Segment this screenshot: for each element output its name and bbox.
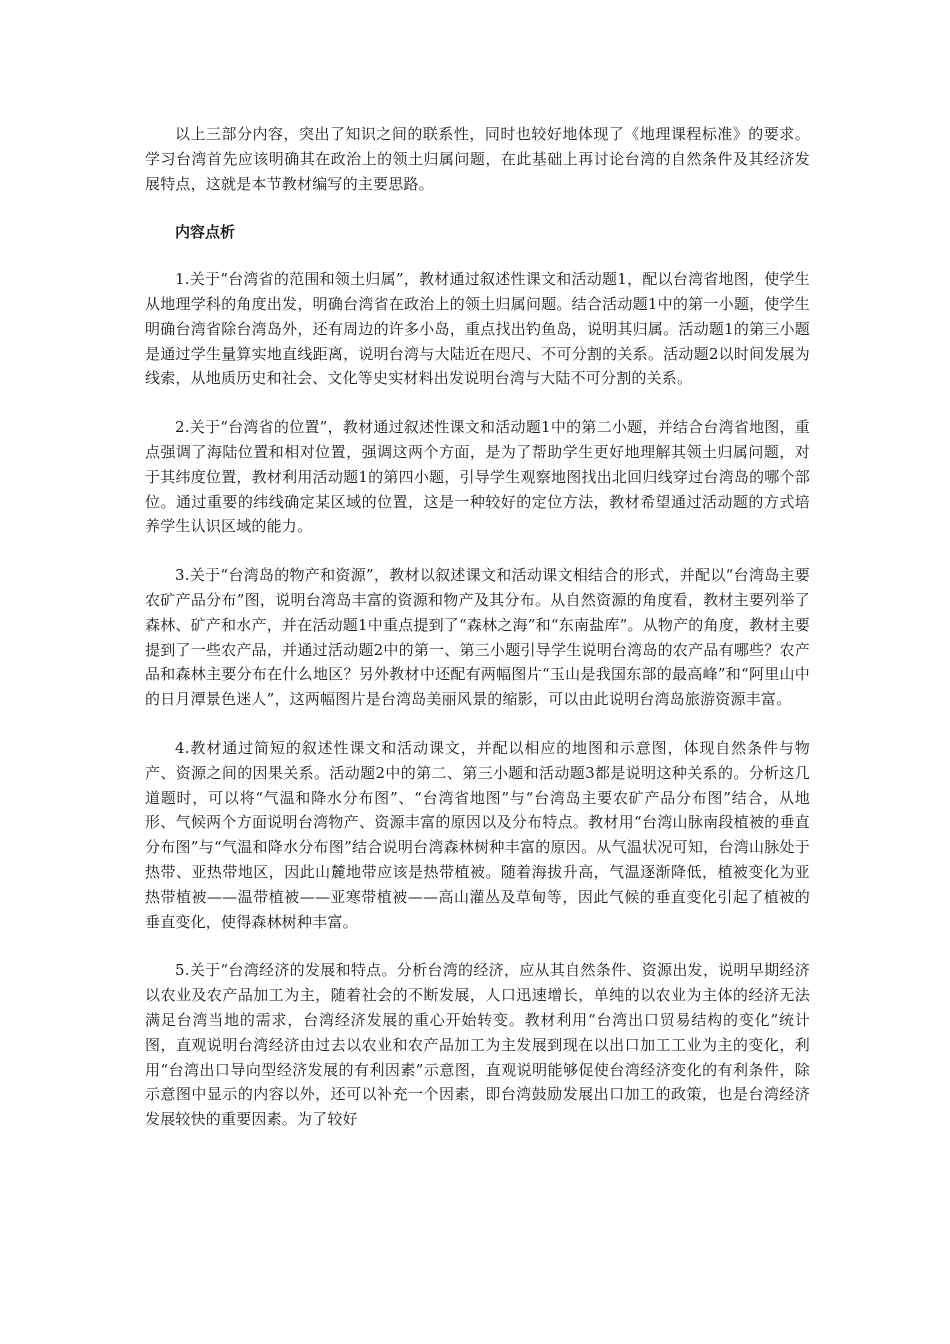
intro-paragraph: 以上三部分内容，突出了知识之间的联系性，同时也较好地体现了《地理课程标准》的要求。学习台湾首先应该明确其在政治上的领土归属问题，在此基础上再讨论台湾的自然条件及其经济发展特点，这就是本节教材编写的主要思路。: [145, 125, 810, 193]
content-item-3: 3.关于“台湾岛的物产和资源”，教材以叙述课文和活动课文相结合的形式，并配以“台湾岛主要农矿产品分布”图，说明台湾岛丰富的资源和物产及其分布。从自然资源的角度看，教材主要列举了森林、矿产和水产，并在活动题1中重点提到了“森林之海”和“东南盐库”。从物产的角度，教材主要提到了一些农产品，并通过活动题2中的第一、第三小题引导学生说明台湾岛的农产品有哪些？农产品和森林主要分布在什么地区？另外教材中还配有两幅图片“玉山是我国东部的最高峰”和“阿里山中的日月潭景色迷人”，这两幅图片是台湾岛美丽风景的缩影，可以由此说明台湾岛旅游资源丰富。: [145, 566, 810, 709]
content-item-4: 4.教材通过简短的叙述性课文和活动课文，并配以相应的地图和示意图，体现自然条件与物产、资源之间的因果关系。活动题2中的第二、第三小题和活动题3都是说明这种关系的。分析这几道题时，可以将“气温和降水分布图”、“台湾省地图”与“台湾岛主要农矿产品分布图”结合，从地形、气候两个方面说明台湾物产、资源丰富的原因以及分布特点。教材用“台湾山脉南段植被的垂直分布图”与“气温和降水分布图”结合说明台湾森林树种丰富的原因。从气温状况可知，台湾山脉处于热带、亚热带地区，因此山麓地带应该是热带植被。随着海拔升高，气温逐渐降低，植被变化为亚热带植被——温带植被——亚寒带植被——高山灌丛及草甸等，因此气候的垂直变化引起了植被的垂直变化，使得森林树种丰富。: [145, 738, 810, 931]
content-item-1: 1.关于“台湾省的范围和领土归属”，教材通过叙述性课文和活动题1，配以台湾省地图，使学生从地理学科的角度出发，明确台湾省在政治上的领土归属问题。结合活动题1中的第一小题，使学生明确台湾省除台湾岛外，还有周边的许多小岛，重点找出钓鱼岛，说明其归属。活动题1的第三小题是通过学生量算实地直线距离，说明台湾与大陆近在咫尺、不可分割的关系。活动题2以时间发展为线索，从地质历史和社会、文化等史实材料出发说明台湾与大陆不可分割的关系。: [145, 270, 810, 388]
content-item-5: 5.关于“台湾经济的发展和特点。分析台湾的经济，应从其自然条件、资源出发，说明早期经济以农业及农产品加工为主，随着社会的不断发展，人口迅速增长，单纯的以农业为主体的经济无法满足台湾当地的需求，台湾经济发展的重心开始转变。教材利用“台湾出口贸易结构的变化”统计图，直观说明台湾经济由过去以农业和农产品加工为主发展到现在以出口加工工业为主的变化，利用“台湾出口导向型经济发展的有利因素”示意图，直观说明能够促使台湾经济变化的有利条件，除示意图中显示的内容以外，还可以补充一个因素，即台湾鼓励发展出口加工的政策，也是台湾经济发展较快的重要因素。为了较好: [145, 961, 810, 1129]
section-heading: 内容点析: [175, 223, 236, 242]
content-item-2: 2.关于“台湾省的位置”，教材通过叙述性课文和活动题1中的第二小题，并结合台湾省地图，重点强调了海陆位置和相对位置，强调这两个方面，是为了帮助学生更好地理解其领土归属问题，对于其纬度位置，教材利用活动题1的第四小题，引导学生观察地图找出北回归线穿过台湾岛的哪个部位。通过重要的纬线确定某区域的位置，这是一种较好的定位方法，教材希望通过活动题的方式培养学生认识区域的能力。: [145, 418, 810, 536]
document-page: [145, 122, 810, 1132]
